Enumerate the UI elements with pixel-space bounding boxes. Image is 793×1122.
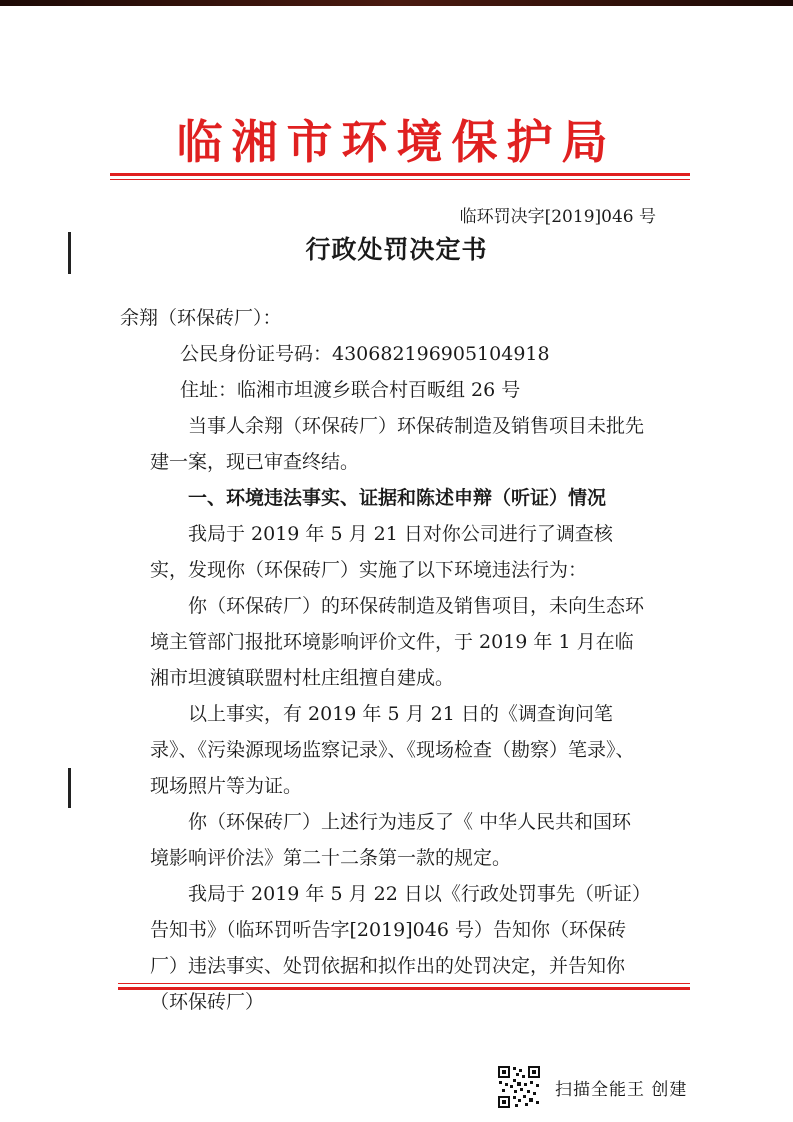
document-title: 行政处罚决定书	[305, 235, 488, 264]
organization-name: 临湘市环境保护局	[176, 115, 617, 169]
binding-hole-mark-bottom	[68, 768, 71, 808]
document-number: 临环罚决字[2019]046 号	[459, 207, 656, 227]
qr-code-icon	[497, 1065, 541, 1109]
address-line: 住址：临湘市坦渡乡联合村百畈组 26 号	[180, 379, 521, 401]
footer-red-line-thick	[118, 987, 690, 990]
scanner-watermark	[497, 1062, 687, 1112]
paragraph-legal-basis: 你（环保砖厂）上述行为违反了《 中华人民共和国环境影响评价法》第二十二条第一款的规定。	[150, 811, 632, 869]
scan-top-edge	[0, 0, 793, 6]
section-heading-1: 一、环境违法事实、证据和陈述申辩（听证）情况	[188, 487, 607, 509]
document-body	[120, 300, 650, 1020]
footer-red-line-thin	[118, 983, 690, 984]
paragraph-evidence: 以上事实，有 2019 年 5 月 21 日的《调查询问笔录》、《污染源现场监察记录》、《现场检查（勘察）笔录》、现场照片等为证。	[150, 703, 635, 797]
header-red-line-thick	[110, 173, 690, 176]
paragraph-notice: 我局于 2019 年 5 月 22 日以《行政处罚事先（听证）告知书》（临环罚听告字[2019]046 号）告知你（环保砖厂）违法事实、处罚依据和拟作出的处罚决定，并告知你（环保砖厂）	[150, 883, 642, 1013]
id-number-line: 公民身份证号码：430682196905104918	[180, 343, 550, 365]
case-intro: 当事人余翔（环保砖厂）环保砖制造及销售项目未批先建一案，现已审查终结。	[150, 415, 645, 473]
addressee: 余翔（环保砖厂）：	[120, 307, 282, 329]
header-red-line-thin	[110, 179, 690, 180]
paragraph-violation: 你（环保砖厂）的环保砖制造及销售项目，未向生态环境主管部门报批环境影响评价文件，于 2019 年 1 月在临湘市坦渡镇联盟村杜庄组擅自建成。	[150, 595, 645, 689]
binding-hole-mark-top	[68, 232, 71, 274]
scanner-label: 扫描全能王 创建	[555, 1079, 688, 1100]
paragraph-investigation: 我局于 2019 年 5 月 21 日对你公司进行了调查核实，发现你（环保砖厂）实施了以下环境违法行为：	[150, 523, 613, 581]
